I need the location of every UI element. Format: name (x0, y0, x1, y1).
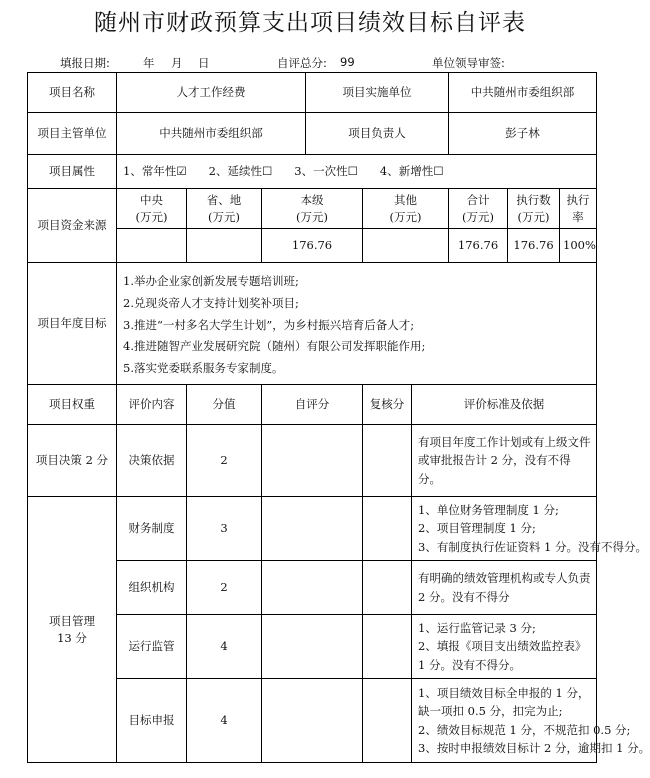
decision-score: 2 (187, 425, 262, 497)
dept-value: 中共随州市委组织部 (117, 113, 306, 155)
col-review-score: 复核分 (363, 385, 412, 425)
col-score: 分值 (187, 385, 262, 425)
review-score-cell (363, 425, 412, 497)
goals-label: 项目年度目标 (28, 263, 117, 385)
score-label: 自评总分: (277, 56, 327, 70)
dept-label: 项目主管单位 (28, 113, 117, 155)
attr-label: 项目属性 (28, 155, 117, 189)
self-score-cell (262, 679, 363, 763)
goal-item: 3.推进“一村多名大学生计划”，为乡村振兴培育后备人才; (123, 317, 415, 332)
attr-options (117, 163, 596, 180)
year-label: 年 (143, 56, 155, 70)
fund-value: 100% (560, 229, 597, 263)
attr-option: 4、新增性☐ (379, 164, 444, 179)
funds-label: 项目资金来源 (28, 189, 117, 263)
owner-label: 项目负责人 (306, 113, 449, 155)
decision-criteria: 有项目年度工作计划或有上级文件或审批报告计 2 分，没有不得分。 (412, 425, 597, 497)
month-label: 月 (171, 56, 183, 70)
fund-header: 省、地 (万元) (187, 189, 262, 229)
management-weight: 项目管理 13 分 (28, 497, 117, 763)
table-row (28, 73, 597, 113)
goal-item: 4.推进随智产业发展研究院（随州）有限公司发挥职能作用; (123, 339, 426, 354)
evaluation-table (27, 72, 650, 763)
fund-header: 执行数 (万元) (508, 189, 560, 229)
col-content: 评价内容 (117, 385, 187, 425)
goal-item: 1.举办企业家创新发展专题培训班; (123, 273, 299, 288)
leader-sign-label: 单位领导审签: (432, 56, 505, 70)
review-score-cell (363, 679, 412, 763)
fund-value (363, 229, 449, 263)
score-value: 99 (340, 55, 355, 69)
mgmt-criteria: 1、运行监管记录 3 分; 2、填报《项目支出绩效监控表》1 分。没有不得分。 (412, 615, 597, 679)
table-row (28, 425, 597, 497)
attr-option: 3、一次性☐ (294, 164, 358, 179)
fund-value (187, 229, 262, 263)
mgmt-criteria: 1、单位财务管理制度 1 分; 2、项目管理制度 1 分; 3、有制度执行佐证资料 1 分。没有不得分。 (412, 497, 597, 561)
fund-value: 176.76 (449, 229, 508, 263)
decision-weight: 项目决策 2 分 (28, 425, 117, 497)
mgmt-score: 4 (187, 679, 262, 763)
fund-header: 其他 (万元) (363, 189, 449, 229)
owner-value: 彭子林 (449, 113, 597, 155)
mgmt-content: 财务制度 (117, 497, 187, 561)
mgmt-criteria: 1、项目绩效目标全申报的 1 分，缺一项扣 0.5 分，扣完为止; 2、绩效目标规范 1 分，不规范扣 0.5 分; 3、按时申报绩效目标计 2 分，逾期扣 1 分。 (412, 679, 597, 763)
fund-header: 执行 率 (560, 189, 597, 229)
self-score-cell (262, 561, 363, 615)
table-row (28, 263, 597, 385)
fund-value (117, 229, 187, 263)
day-label: 日 (198, 56, 210, 70)
decision-content: 决策依据 (117, 425, 187, 497)
impl-unit-value: 中共随州市委组织部 (449, 73, 597, 113)
goal-item: 2.兑现炎帝人才支持计划奖补项目; (123, 295, 299, 310)
table-row (28, 497, 597, 561)
mgmt-criteria: 有明确的绩效管理机构或专人负责 2 分。没有不得分 (412, 561, 597, 615)
self-score-cell (262, 425, 363, 497)
attr-option: 1、常年性☑ (123, 164, 187, 179)
date-label: 填报日期: (60, 56, 110, 70)
self-score-cell (262, 615, 363, 679)
fund-header: 本级 (万元) (262, 189, 363, 229)
table-row (28, 189, 597, 229)
review-score-cell (363, 497, 412, 561)
fund-value: 176.76 (508, 229, 560, 263)
col-criteria: 评价标准及依据 (412, 385, 597, 425)
fund-header: 中央 (万元) (117, 189, 187, 229)
col-self-score: 自评分 (262, 385, 363, 425)
mgmt-content: 组织机构 (117, 561, 187, 615)
col-weight: 项目权重 (28, 385, 117, 425)
eval-header-row (28, 385, 597, 425)
goal-item: 5.落实党委联系服务专家制度。 (123, 361, 284, 376)
mgmt-content: 运行监管 (117, 615, 187, 679)
project-name-value: 人才工作经费 (117, 73, 306, 113)
review-score-cell (363, 615, 412, 679)
mgmt-score: 2 (187, 561, 262, 615)
goals-list (117, 263, 597, 385)
table-row (28, 113, 597, 155)
page-title: 随州市财政预算支出项目绩效目标自评表 (94, 10, 526, 36)
mgmt-score: 3 (187, 497, 262, 561)
impl-unit-label: 项目实施单位 (306, 73, 449, 113)
mgmt-content: 目标申报 (117, 679, 187, 763)
fund-header: 合计 (万元) (449, 189, 508, 229)
fund-value: 176.76 (262, 229, 363, 263)
project-name-label: 项目名称 (28, 73, 117, 113)
table-row (28, 155, 597, 189)
review-score-cell (363, 561, 412, 615)
mgmt-score: 4 (187, 615, 262, 679)
attr-option: 2、延续性☐ (208, 164, 273, 179)
self-score-cell (262, 497, 363, 561)
